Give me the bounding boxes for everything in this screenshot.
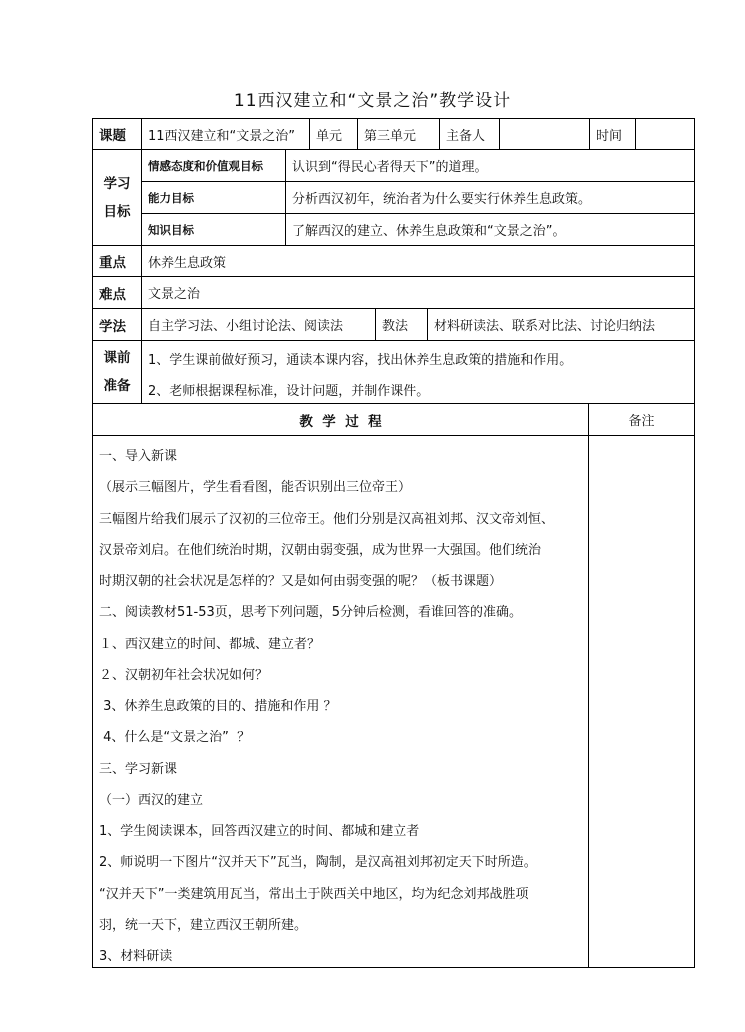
goal-value-1: 认识到“得民心者得天下”的道理。 (285, 150, 694, 181)
lesson-value: 11西汉建立和“文景之治” (141, 119, 309, 149)
process-line: 1、学生阅读课本，回答西汉建立的时间、都城和建立者 (99, 824, 420, 839)
difficulty-value: 文景之治 (141, 277, 694, 308)
process-line: 三、学习新课 (99, 762, 178, 777)
goals-label-line1: 学习 (103, 175, 131, 192)
key-point-row (92, 246, 695, 277)
goal-row-1 (141, 150, 694, 182)
goal-row-3 (141, 214, 694, 245)
unit-value: 第三单元 (357, 119, 439, 149)
study-method-value: 自主学习法、小组讨论法、阅读法 (141, 309, 375, 340)
difficulty-label: 难点 (99, 286, 126, 303)
prep-label-line1: 课前 (103, 350, 131, 366)
goal-label-2: 能力目标 (141, 182, 285, 213)
process-line: 一、导入新课 (99, 449, 178, 464)
goal-label-3: 知识目标 (141, 214, 285, 245)
goal-row-2 (141, 182, 694, 214)
process-header: 教 学 过 程 (299, 413, 382, 430)
lesson-label: 课题 (99, 128, 126, 144)
prep-line-1: 1、学生课前做好预习，通读本课内容，找出休养生息政策的措施和作用。 (148, 353, 573, 368)
process-line: ２、汉朝初年社会状况如何？ (99, 668, 269, 683)
prep-content (141, 341, 694, 403)
time-value (635, 119, 694, 149)
process-header-row (92, 404, 695, 436)
key-point-label: 重点 (99, 255, 126, 271)
methods-row (92, 309, 695, 341)
goal-value-3: 了解西汉的建立、休养生息政策和“文景之治”。 (285, 214, 694, 245)
process-line: 羽，统一天下，建立西汉王朝所建。 (99, 918, 308, 933)
lesson-row (92, 119, 695, 150)
process-line: 二、阅读教材51-53页，思考下列问题，5分钟后检测，看谁回答的准确。 (99, 605, 523, 620)
process-line: 3、休养生息政策的目的、措施和作用 ？ (99, 699, 337, 714)
goals-label (93, 150, 141, 245)
process-body (92, 436, 695, 968)
process-line: 2、师说明一下图片“汉并天下”瓦当，陶制，是汉高祖刘邦初定天下时所造。 (99, 855, 537, 870)
time-label: 时间 (589, 119, 635, 149)
prep-label-line2: 准备 (103, 378, 131, 394)
preparer-value (499, 119, 589, 149)
teach-method-value: 材料研读法、联系对比法、讨论归纳法 (427, 309, 694, 340)
goals-block (92, 150, 695, 246)
process-line: （一）西汉的建立 (99, 793, 204, 808)
goal-label-1: 情感态度和价值观目标 (141, 150, 285, 181)
goals-label-line2: 目标 (103, 203, 131, 220)
prep-row (92, 341, 695, 404)
process-line: 4、什么是“文景之治” ？ (99, 730, 251, 745)
process-line: “汉并天下”一类建筑用瓦当，常出土于陕西关中地区，均为纪念刘邦战胜项 (99, 887, 529, 902)
prep-label (93, 341, 141, 403)
process-line: 三幅图片给我们展示了汉初的三位帝王。他们分别是汉高祖刘邦、汉文帝刘恒、 (99, 512, 555, 527)
notes-header: 备注 (588, 404, 694, 435)
notes-column (588, 436, 694, 967)
study-method-label: 学法 (99, 318, 126, 335)
difficulty-row (92, 277, 695, 309)
key-point-value: 休养生息政策 (141, 246, 694, 276)
goal-value-2: 分析西汉初年，统治者为什么要实行休养生息政策。 (285, 182, 694, 213)
process-line: （展示三幅图片，学生看看图，能否识别出三位帝王） (99, 480, 412, 495)
process-line: １、西汉建立的时间、都城、建立者？ (99, 637, 321, 652)
unit-label: 单元 (309, 119, 357, 149)
process-line: 3、材料研读 (99, 949, 173, 964)
prep-line-2: 2、老师根据课程标准，设计问题，并制作课件。 (148, 384, 430, 399)
preparer-label: 主备人 (439, 119, 499, 149)
process-line: 汉景帝刘启。在他们统治时期，汉朝由弱变强，成为世界一大强国。他们统治 (99, 543, 542, 558)
page-title: 11西汉建立和“文景之治”教学设计 (233, 91, 512, 111)
process-line: 时期汉朝的社会状况是怎样的？又是如何由弱变强的呢？（板书课题） (99, 574, 503, 589)
teach-method-label: 教法 (375, 309, 427, 340)
